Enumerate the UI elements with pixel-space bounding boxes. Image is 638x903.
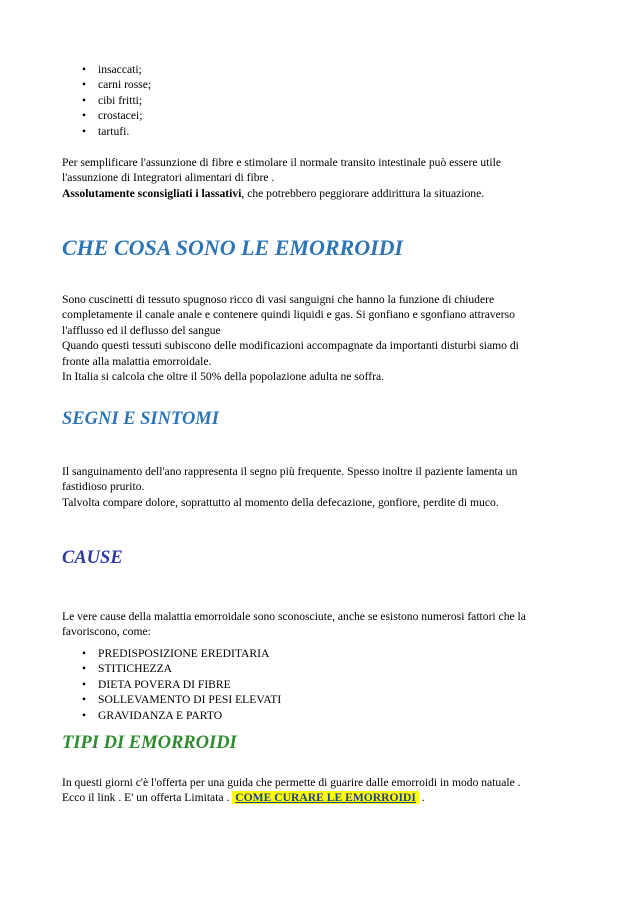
- list-item: • crostacei;: [62, 108, 151, 123]
- list-item: • SOLLEVAMENTO DI PESI ELEVATI: [62, 692, 281, 707]
- paragraph-causes: [62, 609, 582, 640]
- paragraph-line: Le vere cause della malattia emorroidale sono sconosciute, anche se esistono numerosi fattori che la: [62, 610, 526, 623]
- list-item: • DIETA POVERA DI FIBRE: [62, 677, 281, 692]
- paragraph-line: Per semplificare l'assunzione di fibre e stimolare il normale transito intestinale può essere utile: [62, 156, 501, 169]
- list-item: • carni rosse;: [62, 77, 151, 92]
- paragraph-line: favoriscono, come:: [62, 625, 151, 639]
- list-item: • insaccati;: [62, 62, 151, 77]
- paragraph-line: In questi giorni c'è l'offerta per una guida che permette di guarire dalle emorroidi in modo natuale .: [62, 776, 521, 789]
- paragraph-line: l'assunzione di Integratori alimentari di fibre .: [62, 171, 275, 185]
- food-list: [62, 62, 151, 139]
- list-item: • GRAVIDANZA E PARTO: [62, 708, 281, 723]
- list-item: • PREDISPOSIZIONE EREDITARIA: [62, 646, 281, 661]
- paragraph-line: Sono cuscinetti di tessuto spugnoso ricco di vasi sanguigni che hanno la funzione di chiudere: [62, 293, 495, 306]
- paragraph-line: Il sanguinamento dell'ano rappresenta il segno più frequente. Spesso inoltre il paziente lamenta un: [62, 465, 518, 478]
- list-item: • cibi fritti;: [62, 93, 151, 108]
- paragraph-line: Talvolta compare dolore, soprattutto al momento della defecazione, gonfiore, perdite di muco.: [62, 495, 499, 509]
- heading-signs-symptoms: SEGNI E SINTOMI: [62, 409, 219, 429]
- paragraph-definition: [62, 292, 582, 384]
- bold-warning: Assolutamente sconsigliati i lassativi: [62, 186, 242, 200]
- heading-what-are-hemorrhoids: CHE COSA SONO LE EMORROIDI: [62, 235, 404, 260]
- causes-list: [62, 646, 281, 723]
- paragraph-line: l'afflusso ed il deflusso del sangue: [62, 323, 221, 337]
- heading-types: TIPI DI EMORROIDI: [62, 733, 237, 753]
- paragraph-line: Ecco il link . E' un offerta Limitata .: [62, 791, 233, 805]
- list-item: • tartufi.: [62, 124, 151, 139]
- heading-causes: CAUSE: [62, 548, 123, 568]
- paragraph-line: Quando questi tessuti subiscono delle modificazioni accompagnate da importanti disturbi siamo di: [62, 339, 519, 353]
- list-item: • STITICHEZZA: [62, 661, 281, 676]
- paragraph-symptoms: [62, 464, 582, 510]
- offer-link[interactable]: COME CURARE LE EMORROIDI: [232, 791, 419, 804]
- paragraph-line: fastidioso prurito.: [62, 480, 145, 494]
- paragraph-fibre: [62, 155, 582, 201]
- paragraph-line: In Italia si calcola che oltre il 50% della popolazione adulta ne soffra.: [62, 370, 385, 384]
- paragraph-line: completamente il canale anale e contenere quindi liquidi e gas. Si gonfiano e sgonfiano attraverso: [62, 308, 515, 322]
- paragraph-line: .: [418, 791, 425, 805]
- paragraph-line: , che potrebbero peggiorare addirittura la situazione.: [241, 186, 485, 200]
- paragraph-offer: [62, 775, 582, 806]
- paragraph-line: fronte alla malattia emorroidale.: [62, 354, 212, 368]
